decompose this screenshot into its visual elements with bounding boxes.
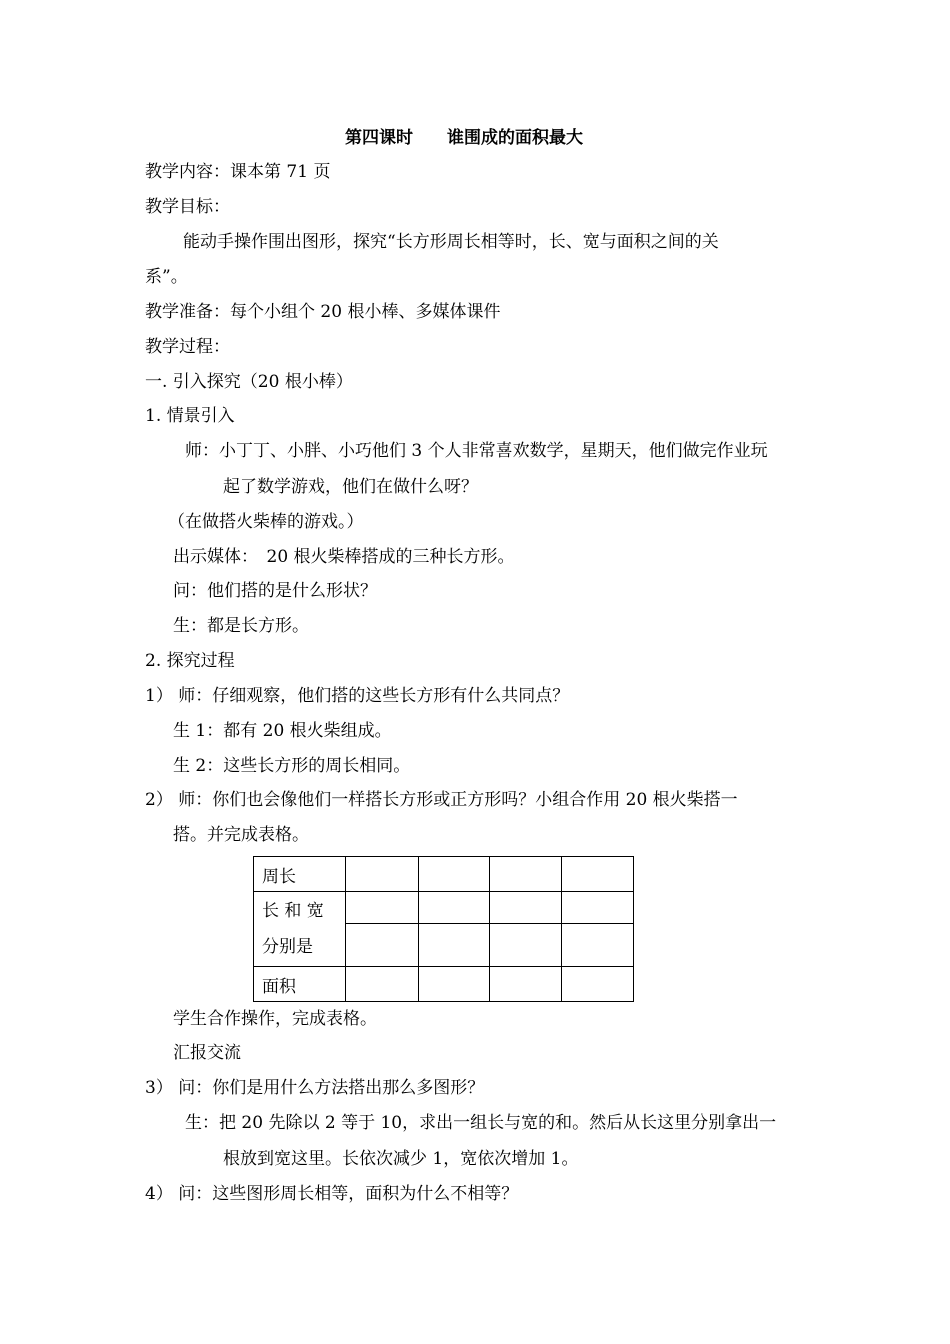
goals-label: 教学目标： — [145, 197, 230, 217]
goals-text-1: 能动手操作围出图形，探究“长方形周长相等时，长、宽与面积之间的关 — [183, 232, 719, 252]
prep-line: 教学准备：每个小组个 20 根小棒、多媒体课件 — [145, 302, 501, 322]
table-row-area — [254, 967, 634, 1002]
section-heading-1: 一. 引入探究（20 根小棒） — [145, 372, 353, 392]
student-line-a: 生 1：都有 20 根火柴组成。 — [173, 721, 392, 741]
table-cell — [562, 967, 634, 1002]
table-cell-length-width-label — [254, 892, 346, 967]
table-row-length-width-1 — [254, 892, 634, 924]
teacher-line-1b: 起了数学游戏，他们在做什么呀？ — [223, 477, 478, 497]
content-line: 教学内容：课本第 71 页 — [145, 162, 331, 182]
table-cell — [346, 892, 419, 924]
student-line-3a: 生：把 20 先除以 2 等于 10，求出一组长与宽的和。然后从长这里分别拿出一 — [185, 1113, 777, 1133]
after-table-line-1: 学生合作操作，完成表格。 — [173, 1009, 377, 1029]
table-cell — [562, 892, 634, 924]
table-cell-perimeter-label: 周长 — [254, 857, 346, 892]
teacher-line-1a: 师：小丁丁、小胖、小巧他们 3 个人非常喜欢数学，星期天，他们做完作业玩 — [185, 441, 768, 461]
rectangle-table — [253, 856, 634, 1002]
table-cell — [490, 857, 562, 892]
table-cell — [562, 924, 634, 967]
table-cell — [419, 967, 490, 1002]
table-cell — [346, 924, 419, 967]
table-cell — [346, 967, 419, 1002]
table-cell — [490, 924, 562, 967]
step-heading-2: 2. 探究过程 — [145, 651, 235, 671]
student-line-1: 生：都是长方形。 — [173, 616, 309, 636]
media-line: 出示媒体： 20 根火柴棒搭成的三种长方形。 — [173, 547, 515, 567]
list-item-3: 3） 问：你们是用什么方法搭出那么多图形？ — [145, 1078, 485, 1098]
goals-text-2: 系”。 — [145, 267, 188, 287]
list-item-2a: 2） 师：你们也会像他们一样搭长方形或正方形吗？小组合作用 20 根火柴搭一 — [145, 790, 738, 810]
process-label: 教学过程： — [145, 337, 230, 357]
table-cell — [490, 892, 562, 924]
table-cell — [346, 857, 419, 892]
list-item-4: 4） 问：这些图形周长相等，面积为什么不相等？ — [145, 1184, 519, 1204]
list-item-2b: 搭。并完成表格。 — [173, 825, 309, 845]
student-line-b: 生 2：这些长方形的周长相同。 — [173, 756, 411, 776]
answer-line-1: （在做搭火柴棒的游戏。） — [168, 512, 364, 532]
table-row-perimeter — [254, 857, 634, 892]
table-cell — [562, 857, 634, 892]
table-cell-area-label: 面积 — [254, 967, 346, 1002]
student-line-3b: 根放到宽这里。长依次减少 1，宽依次增加 1。 — [223, 1149, 579, 1169]
table-cell — [419, 857, 490, 892]
length-width-label-line-1: 长 和 宽 — [262, 901, 324, 921]
after-table-line-2: 汇报交流 — [173, 1043, 241, 1063]
step-heading-1: 1. 情景引入 — [145, 406, 235, 426]
question-line-1: 问：他们搭的是什么形状？ — [173, 581, 377, 601]
list-item-1: 1） 师：仔细观察，他们搭的这些长方形有什么共同点？ — [145, 686, 570, 706]
page-title: 第四课时 谁围成的面积最大 — [345, 128, 583, 148]
table-cell — [419, 892, 490, 924]
table-cell — [419, 924, 490, 967]
length-width-label-line-2: 分别是 — [262, 937, 313, 957]
table-cell — [490, 967, 562, 1002]
